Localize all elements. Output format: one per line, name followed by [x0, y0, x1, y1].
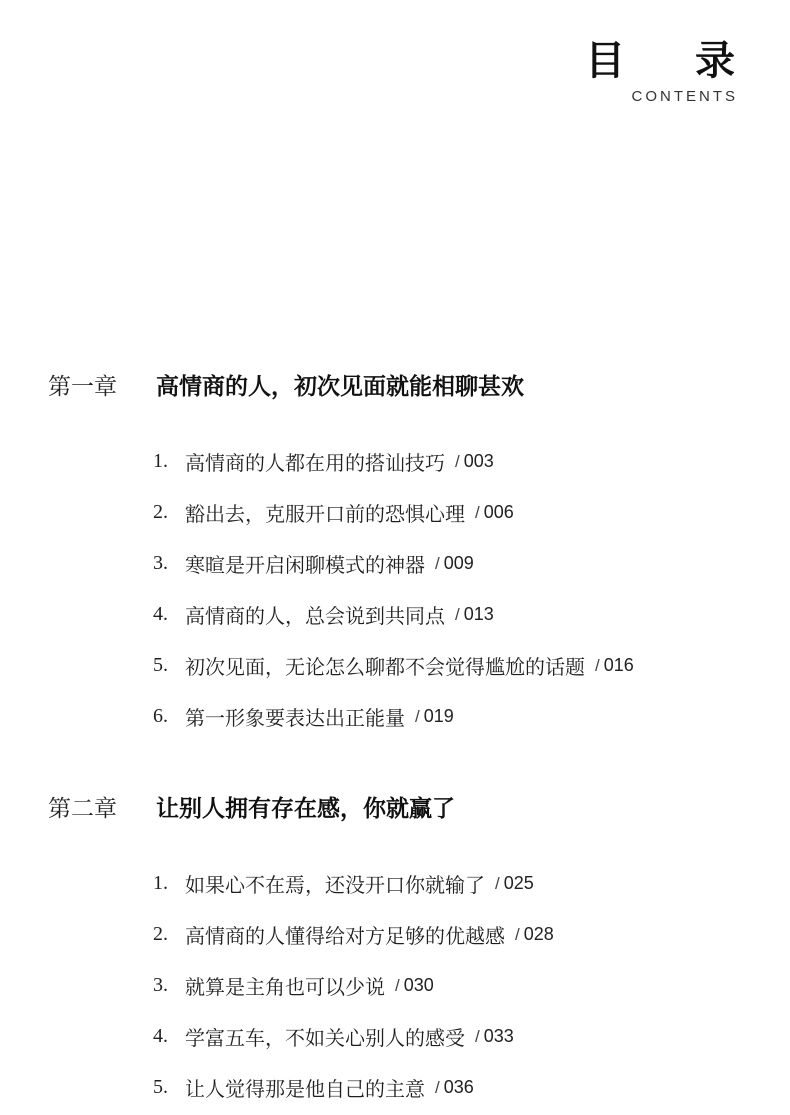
toc-entry[interactable]	[153, 487, 768, 538]
entry-number: 3.	[153, 552, 168, 574]
chapter-entries	[48, 436, 768, 742]
chapter-1	[48, 368, 768, 742]
toc-entry[interactable]	[153, 909, 768, 960]
entry-separator: /	[475, 1026, 480, 1046]
chapter-heading[interactable]	[48, 368, 768, 408]
entry-number: 2.	[153, 501, 168, 523]
entry-separator: /	[455, 451, 460, 471]
entry-separator: /	[415, 706, 420, 726]
entry-title: 学富五车，不如关心别人的感受	[185, 1026, 465, 1050]
toc-entry[interactable]	[153, 436, 768, 487]
entry-page: 009	[443, 553, 474, 573]
entry-title: 初次见面，无论怎么聊都不会觉得尴尬的话题	[185, 655, 585, 679]
entry-page: 030	[403, 975, 434, 995]
toc-entry[interactable]	[153, 960, 768, 1011]
entry-separator: /	[495, 873, 500, 893]
entry-title: 让人觉得那是他自己的主意	[185, 1077, 425, 1101]
entry-number: 5.	[153, 1076, 168, 1098]
entry-title: 高情商的人都在用的搭讪技巧	[185, 451, 445, 475]
toc-entry[interactable]	[153, 691, 768, 742]
entry-number: 6.	[153, 705, 168, 727]
chapter-2	[48, 790, 768, 1113]
entry-title: 就算是主角也可以少说	[185, 975, 385, 999]
toc-header	[585, 37, 763, 105]
entry-page: 033	[483, 1026, 514, 1046]
toc-title: 目 录	[585, 37, 763, 84]
toc-entry[interactable]	[153, 640, 768, 691]
entry-title: 豁出去，克服开口前的恐惧心理	[185, 502, 465, 526]
toc-entry[interactable]	[153, 1011, 768, 1062]
entry-page: 006	[483, 502, 514, 522]
entry-separator: /	[435, 1077, 440, 1097]
entry-title: 高情商的人，总会说到共同点	[185, 604, 445, 628]
entry-number: 5.	[153, 654, 168, 676]
entry-number: 1.	[153, 872, 168, 894]
entry-page: 003	[463, 451, 494, 471]
entry-title: 寒暄是开启闲聊模式的神器	[185, 553, 425, 577]
toc-entry[interactable]	[153, 858, 768, 909]
entry-separator: /	[595, 655, 600, 675]
entry-page: 019	[423, 706, 454, 726]
entry-separator: /	[435, 553, 440, 573]
entry-number: 2.	[153, 923, 168, 945]
chapter-label: 第一章	[48, 374, 117, 400]
entry-separator: /	[395, 975, 400, 995]
entry-separator: /	[515, 924, 520, 944]
entry-page: 016	[603, 655, 634, 675]
entry-page: 028	[523, 924, 554, 944]
chapter-entries	[48, 858, 768, 1113]
toc-entry[interactable]	[153, 1062, 768, 1113]
entry-title: 高情商的人懂得给对方足够的优越感	[185, 924, 505, 948]
entry-number: 3.	[153, 974, 168, 996]
entry-number: 4.	[153, 1025, 168, 1047]
entry-page: 036	[443, 1077, 474, 1097]
entry-number: 4.	[153, 603, 168, 625]
entry-page: 013	[463, 604, 494, 624]
entry-separator: /	[455, 604, 460, 624]
entry-number: 1.	[153, 450, 168, 472]
entry-title: 第一形象要表达出正能量	[185, 706, 405, 730]
chapter-heading[interactable]	[48, 790, 768, 830]
toc-entry[interactable]	[153, 538, 768, 589]
entry-separator: /	[475, 502, 480, 522]
entry-title: 如果心不在焉，还没开口你就输了	[185, 873, 485, 897]
toc-subtitle: CONTENTS	[631, 88, 738, 105]
chapter-title: 让别人拥有存在感，你就赢了	[156, 795, 455, 822]
chapter-label: 第二章	[48, 796, 117, 822]
entry-page: 025	[503, 873, 534, 893]
toc-entry[interactable]	[153, 589, 768, 640]
chapter-title: 高情商的人，初次见面就能相聊甚欢	[156, 373, 524, 400]
